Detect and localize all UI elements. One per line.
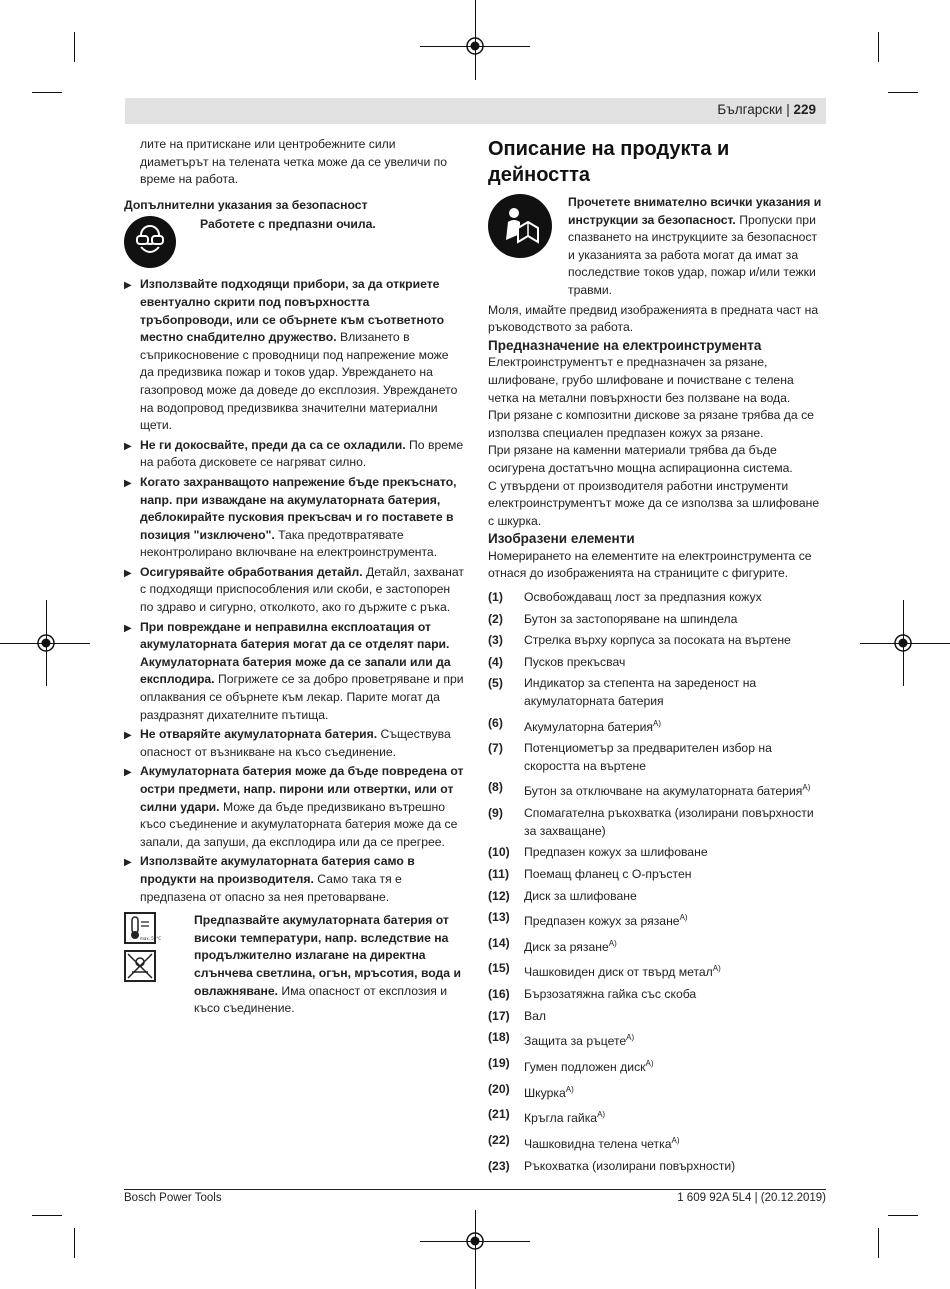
crop-mark bbox=[888, 1215, 918, 1216]
heat-warning-text bbox=[194, 912, 464, 1018]
item-number: (3) bbox=[488, 633, 503, 648]
item-label: Бързозатяжна гайка със скоба bbox=[524, 987, 697, 1002]
safety-bullet bbox=[124, 564, 464, 617]
safety-bullet bbox=[124, 763, 464, 851]
crop-mark bbox=[74, 32, 75, 62]
item-label: Диск за шлифоване bbox=[524, 888, 637, 903]
bullet-text: Погрижете се за добро проветряване и при оплаквания се обърнете към лекар. Парите могат да раздразнят дихателните пътища. bbox=[140, 672, 464, 722]
item-number: (23) bbox=[488, 1158, 510, 1173]
heat-bold: Предпазвайте акумулаторната батерия от високи температури, напр. вследствие на продължително излагане на директна слънчева светлина, огън, мръсотия, вода и овлажняване. bbox=[194, 913, 461, 998]
purpose-paragraph: При рязане с композитни дискове за рязане трябва да се използва специален предпазен кожух за рязане. bbox=[488, 408, 814, 440]
item-label: Диск за рязане bbox=[524, 939, 609, 954]
temp-label: max. 50°C bbox=[140, 936, 162, 942]
item-label: Акумулаторна батерия bbox=[524, 719, 654, 734]
safety-bullet bbox=[124, 437, 464, 472]
section-title: Описание на продукта и дейността bbox=[488, 138, 730, 186]
item-label: Стрелка върху корпуса за посоката на въртене bbox=[524, 633, 791, 648]
bullet-arrow-icon: ▶ bbox=[124, 767, 132, 779]
item-number: (13) bbox=[488, 910, 510, 925]
bullet-bold: Не ги докосвайте, преди да са се охладили. bbox=[140, 437, 406, 452]
item-text bbox=[524, 779, 826, 801]
bullet-text: Така предотвратявате неконтролирано включване на електроинструмента. bbox=[140, 527, 438, 560]
list-item bbox=[488, 1158, 826, 1176]
item-label: Защита за ръцете bbox=[524, 1034, 627, 1049]
item-text bbox=[524, 632, 826, 650]
read-manual-note: Моля, имайте предвид изображенията в предната част на ръководството за работа. bbox=[488, 302, 819, 335]
heat-warning-row bbox=[124, 912, 464, 1018]
item-number: (22) bbox=[488, 1132, 510, 1147]
item-number: (8) bbox=[488, 780, 503, 795]
crop-mark bbox=[878, 32, 879, 62]
item-number: (12) bbox=[488, 888, 510, 903]
item-text bbox=[524, 1081, 826, 1103]
item-footnote-mark: A) bbox=[608, 938, 617, 948]
item-footnote-mark: A) bbox=[565, 1084, 574, 1094]
item-text bbox=[524, 986, 826, 1004]
item-number: (14) bbox=[488, 935, 510, 950]
list-item bbox=[488, 888, 826, 906]
registration-mark-icon bbox=[465, 36, 485, 56]
bullet-bold: Не отваряйте акумулаторната батерия. bbox=[140, 727, 378, 742]
list-item bbox=[488, 675, 826, 710]
list-item bbox=[488, 632, 826, 650]
item-footnote-mark: A) bbox=[802, 783, 811, 793]
continued-paragraph: лите на притискане или центробежните сили диаметърът на телената четка може да се увеличи по време на работа. bbox=[140, 137, 448, 187]
item-footnote-mark: A) bbox=[626, 1033, 635, 1043]
item-label: Чашковиден диск от твърд метал bbox=[524, 965, 713, 980]
item-text bbox=[524, 1008, 826, 1026]
item-label: Гумен подложен диск bbox=[524, 1059, 646, 1074]
list-item bbox=[488, 935, 826, 957]
item-number: (1) bbox=[488, 590, 503, 605]
footer-brand: Bosch Power Tools bbox=[124, 1192, 222, 1204]
bullet-text: По време на работа дисковете се нагряват силно. bbox=[140, 437, 464, 470]
purpose-heading: Предназначение на електроинструмента bbox=[488, 337, 762, 353]
item-footnote-mark: A) bbox=[679, 913, 688, 923]
safety-bullet bbox=[124, 853, 464, 906]
item-text bbox=[524, 1029, 826, 1051]
item-number: (18) bbox=[488, 1030, 510, 1045]
bullet-arrow-icon: ▶ bbox=[124, 730, 132, 742]
heat-icons bbox=[124, 912, 164, 1018]
safety-heading: Допълнителни указания за безопасност bbox=[124, 197, 368, 212]
temperature-icon bbox=[124, 912, 162, 944]
item-number: (6) bbox=[488, 715, 503, 730]
bullet-arrow-icon: ▶ bbox=[124, 280, 132, 292]
item-label: Ръкохватка (изолирани повърхности) bbox=[524, 1158, 736, 1173]
item-label: Спомагателна ръкохватка (изолирани повърхности за захващане) bbox=[524, 806, 814, 838]
item-text bbox=[524, 611, 826, 629]
item-text bbox=[524, 866, 826, 884]
item-text bbox=[524, 960, 826, 982]
footer-docnum: 1 609 92A 5L4 | (20.12.2019) bbox=[677, 1192, 826, 1204]
crop-mark bbox=[888, 92, 918, 93]
heat-text: Има опасност от експлозия и късо съединение. bbox=[194, 983, 448, 1016]
page-number: 229 bbox=[793, 102, 816, 117]
registration-mark-icon bbox=[465, 1231, 485, 1251]
item-number: (15) bbox=[488, 961, 510, 976]
read-text: Пропуски при спазването на инструкциите за безопасност и указанията за работа могат да имат за последствие токов удар, пожар и/или тежки травми. bbox=[568, 212, 818, 297]
list-item bbox=[488, 715, 826, 737]
item-number: (4) bbox=[488, 654, 503, 669]
goggles-row bbox=[124, 216, 464, 268]
list-item bbox=[488, 740, 826, 775]
item-label: Бутон за застопоряване на шпиндела bbox=[524, 611, 738, 626]
item-label: Предпазен кожух за шлифоване bbox=[524, 845, 708, 860]
bullet-arrow-icon: ▶ bbox=[124, 857, 132, 869]
safety-bullet bbox=[124, 726, 464, 761]
bullet-arrow-icon: ▶ bbox=[124, 622, 132, 634]
left-column bbox=[124, 136, 464, 1018]
bullet-arrow-icon: ▶ bbox=[124, 477, 132, 489]
elements-list bbox=[488, 589, 826, 1175]
elements-intro: Номерирането на елементите на електроинструмента се отнася до изображенията на страниците с фигурите. bbox=[488, 548, 812, 581]
list-item bbox=[488, 611, 826, 629]
item-text bbox=[524, 1055, 826, 1077]
bullet-text: Може да бъде предизвикано вътрешно късо съединение и акумулаторната батерия може да се запали, да запуши, да експлодира или да се прегрее. bbox=[140, 799, 458, 849]
item-text bbox=[524, 888, 826, 906]
item-number: (11) bbox=[488, 866, 510, 881]
purpose-paragraph: С утвърдени от производителя работни инструменти електроинструментът може да се използва за шлифоване с шкурка. bbox=[488, 478, 820, 528]
bullet-text: Детайл, захванат с подходящи приспособления или скоби, е застопорен по здраво и сигурно, отколкото, ако го държите с ръка. bbox=[140, 564, 464, 615]
elements-heading: Изобразени елементи bbox=[488, 531, 635, 547]
item-number: (2) bbox=[488, 611, 503, 626]
bullet-text: Влизането в съприкосновение с проводници под напрежение може да предизвика пожар и токов удар. Увреждането на газопровод може да доведе до експлозия. Увреждането на водопровод предизвиква значителни материални щети. bbox=[140, 330, 458, 433]
item-number: (21) bbox=[488, 1107, 510, 1122]
item-label: Кръгла гайка bbox=[524, 1111, 598, 1126]
item-label: Освобождаващ лост за предпазния кожух bbox=[524, 590, 762, 605]
bullet-text: Само така тя е предпазена от опасно за нея претоварване. bbox=[140, 871, 402, 904]
item-label: Чашковидна телена четка bbox=[524, 1136, 672, 1151]
list-item bbox=[488, 589, 826, 607]
safety-bullet bbox=[124, 619, 464, 725]
item-label: Пусков прекъсвач bbox=[524, 654, 626, 669]
list-item bbox=[488, 1106, 826, 1128]
purpose-paragraph: Електроинструментът е предназначен за рязане, шлифоване, грубо шлифоване и почистване с телена четка на метални повърхности без ползване на вода. bbox=[488, 355, 794, 405]
item-text bbox=[524, 654, 826, 672]
list-item bbox=[488, 1081, 826, 1103]
item-number: (10) bbox=[488, 845, 510, 860]
list-item bbox=[488, 1029, 826, 1051]
registration-mark-icon bbox=[893, 633, 913, 653]
read-manual-row bbox=[488, 194, 826, 300]
bullet-bold: Осигурявайте обработвания детайл. bbox=[140, 564, 363, 579]
item-text bbox=[524, 740, 826, 775]
list-item bbox=[488, 866, 826, 884]
bullet-bold: Използвайте подходящи прибори, за да откриете евентуално скрити под повърхността тръбопроводи, или се обърнете към съответното местно снабдително дружество. bbox=[140, 277, 445, 345]
item-text bbox=[524, 675, 826, 710]
no-sun-water-icon bbox=[124, 950, 156, 982]
bullet-bold: Използвайте акумулаторната батерия само в продукти на производителя. bbox=[140, 854, 415, 886]
purpose-paragraph: При рязане на каменни материали трябва да бъде осигурена достатъчно мощна аспирационна система. bbox=[488, 443, 793, 475]
bullet-bold: Акумулаторната батерия може да бъде повредена от остри предмети, напр. пирони или отвертки, или от силни удари. bbox=[140, 764, 464, 814]
list-item bbox=[488, 1055, 826, 1077]
crop-mark bbox=[32, 1215, 62, 1216]
page-header bbox=[125, 98, 826, 124]
item-number: (20) bbox=[488, 1081, 510, 1096]
item-number: (16) bbox=[488, 987, 510, 1002]
item-number: (17) bbox=[488, 1008, 510, 1023]
item-text bbox=[524, 715, 826, 737]
item-label: Поемащ фланец с О-пръстен bbox=[524, 866, 692, 881]
read-manual-icon bbox=[488, 194, 552, 258]
item-number: (5) bbox=[488, 676, 503, 691]
item-footnote-mark: A) bbox=[671, 1135, 680, 1145]
bullet-arrow-icon: ▶ bbox=[124, 440, 132, 452]
item-text bbox=[524, 1132, 826, 1154]
item-text bbox=[524, 909, 826, 931]
item-footnote-mark: A) bbox=[597, 1110, 606, 1120]
item-footnote-mark: A) bbox=[653, 718, 662, 728]
item-footnote-mark: A) bbox=[712, 964, 721, 974]
read-bold: Прочетете внимателно всички указания и инструкции за безопасност. bbox=[568, 195, 822, 227]
bullet-arrow-icon: ▶ bbox=[124, 567, 132, 579]
item-text bbox=[524, 844, 826, 862]
bullet-text: Съществува опасност от възникване на късо съединение. bbox=[140, 727, 451, 759]
header-text bbox=[717, 102, 816, 117]
bullet-bold: Когато захранващото напрежение бъде прекъснато, напр. при изваждане на акумулаторната батерия, деблокирайте пусковия прекъсвач и го поставете в позиция "изключено". bbox=[140, 474, 457, 542]
item-text bbox=[524, 1106, 826, 1128]
list-item bbox=[488, 986, 826, 1004]
read-manual-text bbox=[562, 194, 826, 300]
crop-mark bbox=[32, 92, 62, 93]
list-item bbox=[488, 805, 826, 840]
list-item bbox=[488, 960, 826, 982]
item-text bbox=[524, 805, 826, 840]
list-item bbox=[488, 1008, 826, 1026]
goggles-text: Работете с предпазни очила. bbox=[200, 217, 376, 232]
safety-goggles-icon bbox=[124, 216, 176, 268]
item-number: (7) bbox=[488, 741, 503, 756]
header-language: Български bbox=[717, 102, 783, 117]
list-item bbox=[488, 844, 826, 862]
item-text bbox=[524, 1158, 826, 1176]
safety-bullet bbox=[124, 474, 464, 562]
list-item bbox=[488, 654, 826, 672]
registration-mark-icon bbox=[36, 633, 56, 653]
item-label: Шкурка bbox=[524, 1085, 566, 1100]
bullet-bold: При повреждане и неправилна експлоатация от акумулаторната батерия могат да се отделят пари. Акумулаторната батерия може да се запали или да експлодира. bbox=[140, 619, 451, 687]
item-footnote-mark: A) bbox=[645, 1058, 654, 1068]
right-column bbox=[488, 136, 826, 1179]
item-label: Индикатор за степента на зареденост на акумулаторната батерия bbox=[524, 676, 757, 709]
footer-rule bbox=[124, 1189, 826, 1190]
list-item bbox=[488, 909, 826, 931]
list-item bbox=[488, 1132, 826, 1154]
crop-mark bbox=[74, 1228, 75, 1258]
list-item bbox=[488, 779, 826, 801]
item-text bbox=[524, 589, 826, 607]
item-label: Предпазен кожух за рязане bbox=[524, 914, 680, 929]
item-label: Бутон за отключване на акумулаторната батерия bbox=[524, 784, 803, 799]
item-number: (19) bbox=[488, 1055, 510, 1070]
header-separator: | bbox=[786, 102, 794, 117]
item-number: (9) bbox=[488, 806, 503, 821]
item-text bbox=[524, 935, 826, 957]
item-label: Потенциометър за предварителен избор на скоростта на въртене bbox=[524, 741, 772, 773]
item-label: Вал bbox=[524, 1008, 547, 1023]
safety-bullet bbox=[124, 276, 464, 434]
crop-mark bbox=[878, 1228, 879, 1258]
